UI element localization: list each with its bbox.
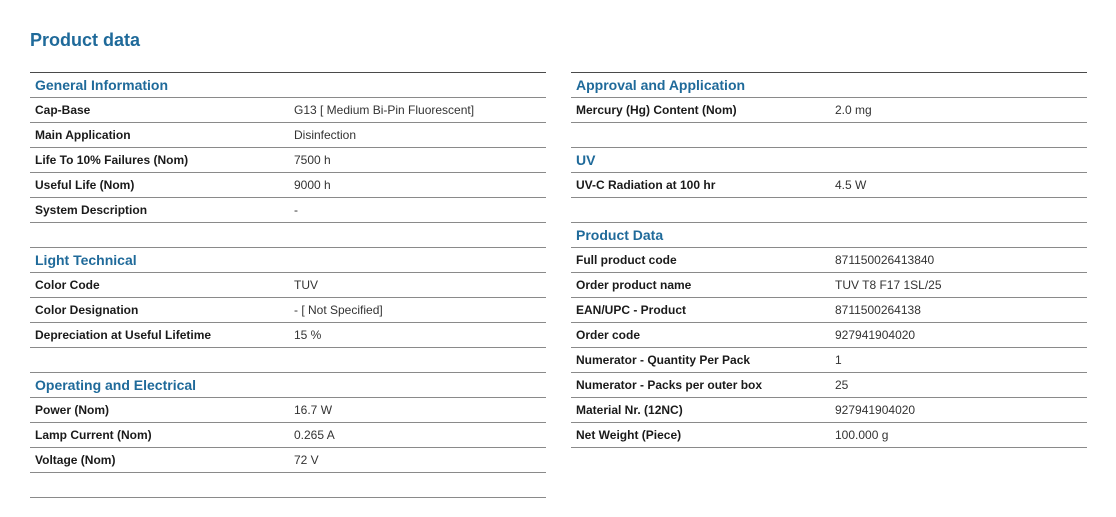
page-title: Product data	[30, 30, 141, 50]
row-value: G13 [ Medium Bi-Pin Fluorescent]	[294, 103, 475, 117]
section-heading-approval-application: Approval and Application	[571, 73, 1087, 98]
table-row	[30, 398, 546, 423]
row-value: 8711500264138	[835, 303, 921, 317]
table-row	[571, 398, 1087, 423]
section-heading-uv: UV	[571, 148, 1087, 173]
row-label: Full product code	[576, 253, 677, 267]
row-label: Color Designation	[35, 303, 139, 317]
row-value: 25	[835, 378, 849, 392]
table-row	[30, 148, 546, 173]
row-value: - [ Not Specified]	[294, 303, 383, 317]
row-label: Net Weight (Piece)	[576, 428, 682, 442]
row-value: 100.000 g	[835, 428, 889, 442]
row-label: System Description	[35, 203, 148, 217]
table-row	[30, 423, 546, 448]
table-row	[30, 198, 546, 223]
section-spacer	[571, 198, 1087, 223]
row-value: 871150026413840	[835, 253, 935, 267]
row-value: 16.7 W	[294, 403, 333, 417]
row-value: TUV	[294, 278, 318, 292]
table-row	[30, 98, 546, 123]
row-label: Material Nr. (12NC)	[576, 403, 683, 417]
row-label: Power (Nom)	[35, 403, 110, 417]
table-row	[571, 98, 1087, 123]
row-label: Main Application	[35, 128, 131, 142]
row-label: Order product name	[576, 278, 692, 292]
section-spacer	[30, 348, 546, 373]
row-value: 0.265 A	[294, 428, 335, 442]
row-value: Disinfection	[294, 128, 357, 142]
section-heading-operating-electrical: Operating and Electrical	[30, 373, 546, 398]
row-label: Numerator - Packs per outer box	[576, 378, 763, 392]
row-value: 4.5 W	[835, 178, 867, 192]
table-row	[571, 348, 1087, 373]
row-label: Life To 10% Failures (Nom)	[35, 153, 189, 167]
row-value: 7500 h	[294, 153, 331, 167]
row-value: 2.0 mg	[835, 103, 872, 117]
row-value: 927941904020	[835, 328, 916, 342]
section-spacer	[30, 473, 546, 498]
row-label: EAN/UPC - Product	[576, 303, 687, 317]
table-row	[30, 273, 546, 298]
table-row	[571, 423, 1087, 448]
table-row	[571, 248, 1087, 273]
row-label: Order code	[576, 328, 641, 342]
right-column	[571, 72, 1087, 448]
row-value: -	[294, 203, 298, 217]
row-label: Mercury (Hg) Content (Nom)	[576, 103, 737, 117]
row-value: 1	[835, 353, 842, 367]
row-label: Useful Life (Nom)	[35, 178, 135, 192]
table-row	[30, 173, 546, 198]
left-column	[30, 72, 546, 498]
row-value: 927941904020	[835, 403, 916, 417]
row-value: 15 %	[294, 328, 322, 342]
row-label: Lamp Current (Nom)	[35, 428, 152, 442]
row-value: TUV T8 F17 1SL/25	[835, 278, 942, 292]
table-row	[30, 323, 546, 348]
table-row	[571, 273, 1087, 298]
row-value: 9000 h	[294, 178, 331, 192]
section-spacer	[30, 223, 546, 248]
section-heading-product-data: Product Data	[571, 223, 1087, 248]
table-row	[571, 173, 1087, 198]
table-row	[30, 448, 546, 473]
row-value: 72 V	[294, 453, 319, 467]
table-row	[571, 323, 1087, 348]
section-heading-general-information: General Information	[30, 73, 546, 98]
section-heading-light-technical: Light Technical	[30, 248, 546, 273]
table-row	[571, 373, 1087, 398]
row-label: UV-C Radiation at 100 hr	[576, 178, 716, 192]
row-label: Numerator - Quantity Per Pack	[576, 353, 751, 367]
section-spacer	[571, 123, 1087, 148]
table-row	[30, 298, 546, 323]
table-row	[30, 123, 546, 148]
row-label: Depreciation at Useful Lifetime	[35, 328, 212, 342]
table-row	[571, 298, 1087, 323]
row-label: Voltage (Nom)	[35, 453, 116, 467]
row-label: Color Code	[35, 278, 100, 292]
row-label: Cap-Base	[35, 103, 91, 117]
